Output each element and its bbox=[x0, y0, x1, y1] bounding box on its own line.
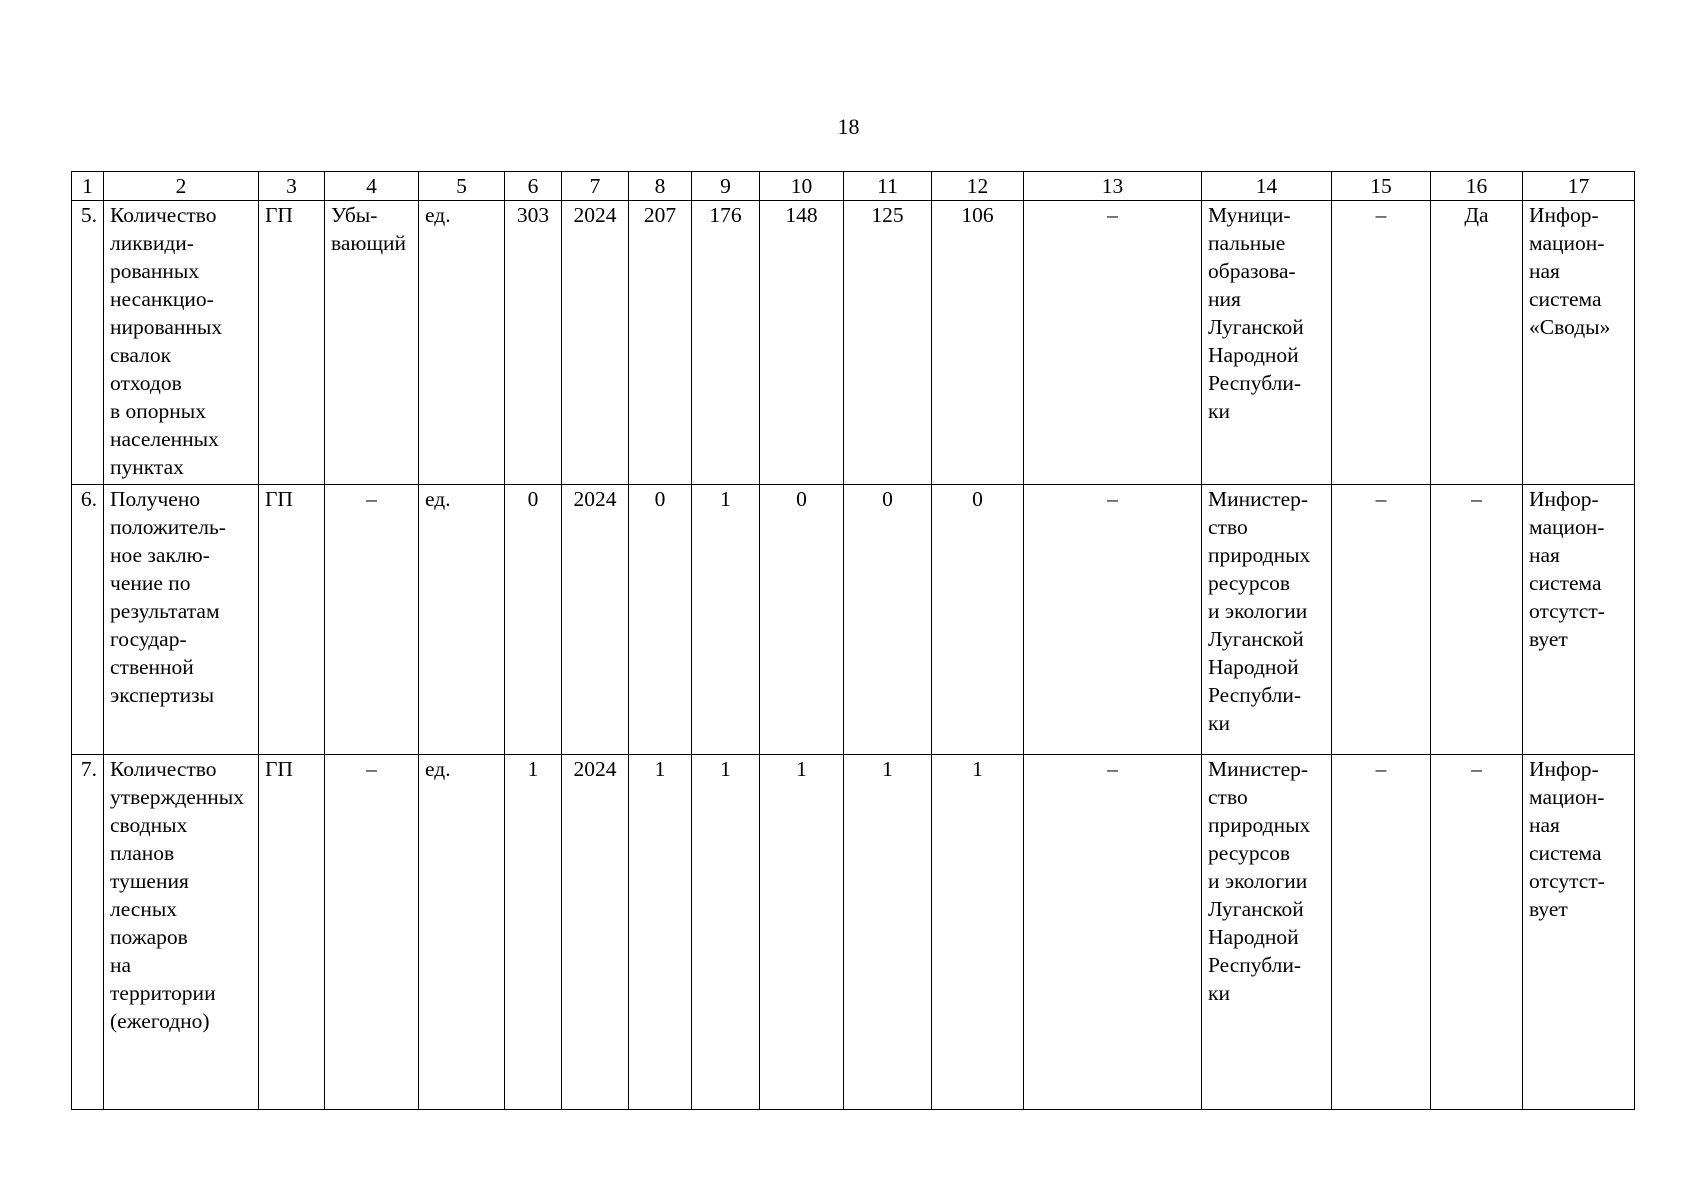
value-cell: 0 bbox=[844, 485, 932, 755]
value-cell: 0 bbox=[629, 485, 692, 755]
value-cell: 125 bbox=[844, 201, 932, 485]
column-header: 11 bbox=[844, 172, 932, 201]
column-15-cell: – bbox=[1332, 485, 1431, 755]
column-13-cell: – bbox=[1024, 201, 1202, 485]
indicators-table bbox=[71, 171, 1635, 1110]
column-header: 16 bbox=[1431, 172, 1523, 201]
page-number: 18 bbox=[837, 114, 860, 139]
column-15-cell: – bbox=[1332, 755, 1431, 1110]
column-15-cell: – bbox=[1332, 201, 1431, 485]
table-row bbox=[72, 201, 1635, 485]
column-13-cell: – bbox=[1024, 755, 1202, 1110]
indicator-trend: – bbox=[325, 755, 419, 1110]
column-header: 12 bbox=[932, 172, 1024, 201]
column-header: 1 bbox=[72, 172, 104, 201]
value-cell: 1 bbox=[760, 755, 844, 1110]
column-header: 7 bbox=[562, 172, 629, 201]
column-header: 13 bbox=[1024, 172, 1202, 201]
column-16-cell: Да bbox=[1431, 201, 1523, 485]
base-year-cell: 2024 bbox=[562, 755, 629, 1110]
column-header: 2 bbox=[104, 172, 259, 201]
column-header: 10 bbox=[760, 172, 844, 201]
column-13-cell: – bbox=[1024, 485, 1202, 755]
base-value-cell: 1 bbox=[505, 755, 562, 1110]
column-header: 17 bbox=[1523, 172, 1635, 201]
row-number: 5. bbox=[72, 201, 104, 485]
value-cell: 207 bbox=[629, 201, 692, 485]
responsible-cell: Министер- ство природных ресурсов и экологии Луганской Народной Республи- ки bbox=[1202, 485, 1332, 755]
indicator-name: Количество ликвиди- рованных несанкцио- нированных свалок отходов в опорных населенных пунктах bbox=[104, 201, 259, 485]
info-system-cell: Инфор- мацион- ная система «Своды» bbox=[1523, 201, 1635, 485]
value-cell: 1 bbox=[692, 485, 760, 755]
column-header: 15 bbox=[1332, 172, 1431, 201]
value-cell: 0 bbox=[760, 485, 844, 755]
value-cell: 1 bbox=[932, 755, 1024, 1110]
value-cell: 176 bbox=[692, 201, 760, 485]
column-header: 14 bbox=[1202, 172, 1332, 201]
base-value-cell: 0 bbox=[505, 485, 562, 755]
column-header: 9 bbox=[692, 172, 760, 201]
base-value-cell: 303 bbox=[505, 201, 562, 485]
row-number: 7. bbox=[72, 755, 104, 1110]
value-cell: 148 bbox=[760, 201, 844, 485]
responsible-cell: Министер- ство природных ресурсов и экологии Луганской Народной Республи- ки bbox=[1202, 755, 1332, 1110]
row-number: 6. bbox=[72, 485, 104, 755]
column-header: 6 bbox=[505, 172, 562, 201]
column-header: 8 bbox=[629, 172, 692, 201]
info-system-cell: Инфор- мацион- ная система отсутст- вует bbox=[1523, 485, 1635, 755]
table-row bbox=[72, 485, 1635, 755]
value-cell: 1 bbox=[629, 755, 692, 1110]
column-16-cell: – bbox=[1431, 485, 1523, 755]
column-number-row bbox=[72, 172, 1635, 201]
responsible-cell: Муници- пальные образова- ния Луганской Народной Республи- ки bbox=[1202, 201, 1332, 485]
indicator-level: ГП bbox=[259, 755, 325, 1110]
value-cell: 1 bbox=[692, 755, 760, 1110]
base-year-cell: 2024 bbox=[562, 485, 629, 755]
column-header: 4 bbox=[325, 172, 419, 201]
info-system-cell: Инфор- мацион- ная система отсутст- вует bbox=[1523, 755, 1635, 1110]
unit-cell: ед. bbox=[419, 755, 505, 1110]
indicator-name: Получено положитель- ное заклю- чение по результатам государ- ственной экспертизы bbox=[104, 485, 259, 755]
unit-cell: ед. bbox=[419, 201, 505, 485]
indicator-trend: Убы- вающий bbox=[325, 201, 419, 485]
table-row bbox=[72, 755, 1635, 1110]
base-year-cell: 2024 bbox=[562, 201, 629, 485]
indicator-level: ГП bbox=[259, 485, 325, 755]
unit-cell: ед. bbox=[419, 485, 505, 755]
indicator-name: Количество утвержденных сводных планов тушения лесных пожаров на территории (ежегодно) bbox=[104, 755, 259, 1110]
indicator-trend: – bbox=[325, 485, 419, 755]
value-cell: 0 bbox=[932, 485, 1024, 755]
value-cell: 106 bbox=[932, 201, 1024, 485]
indicator-level: ГП bbox=[259, 201, 325, 485]
column-16-cell: – bbox=[1431, 755, 1523, 1110]
column-header: 3 bbox=[259, 172, 325, 201]
value-cell: 1 bbox=[844, 755, 932, 1110]
column-header: 5 bbox=[419, 172, 505, 201]
